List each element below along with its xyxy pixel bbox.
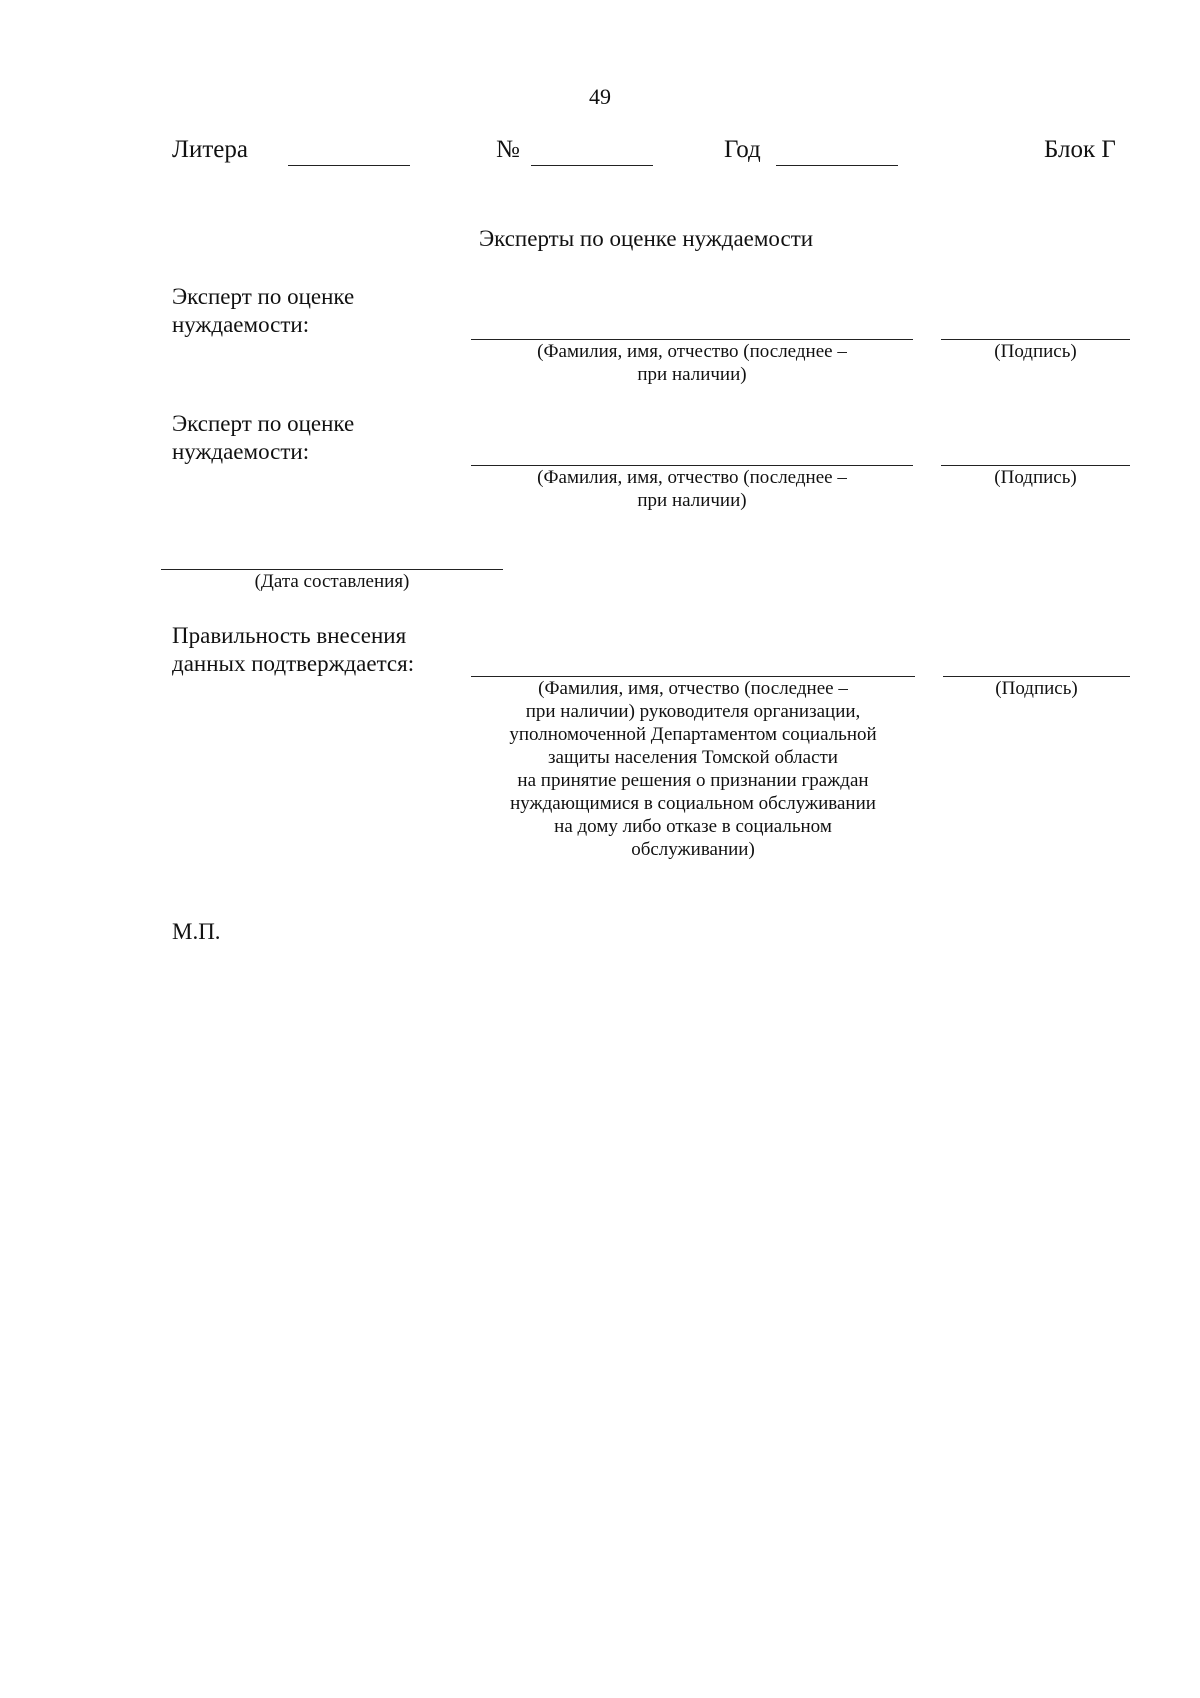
- expert-2-role-line2: нуждаемости:: [172, 439, 310, 464]
- expert-1-name-caption-line2: при наличии): [637, 364, 747, 385]
- expert-2-role: [172, 410, 472, 466]
- confirmation-label-line1: Правильность внесения: [172, 623, 407, 648]
- confirmation-label: [172, 622, 472, 678]
- expert-2-name-caption: [471, 466, 913, 512]
- year-label: Год: [724, 136, 761, 163]
- confirmation-caption-line: обслуживании): [631, 839, 755, 860]
- litera-label: Литера: [172, 136, 248, 163]
- expert-1-role-line2: нуждаемости:: [172, 312, 310, 337]
- number-label: №: [496, 136, 520, 163]
- confirmation-name-caption: [471, 677, 915, 861]
- expert-1-name-caption: [471, 340, 913, 386]
- confirmation-signature-caption: (Подпись): [995, 678, 1078, 699]
- expert-1-name-caption-line1: (Фамилия, имя, отчество (последнее –: [537, 341, 847, 362]
- expert-1-signature-caption: (Подпись): [994, 341, 1077, 362]
- expert-2-signature-caption: (Подпись): [994, 467, 1077, 488]
- expert-1-role: [172, 283, 472, 339]
- confirmation-caption-line: при наличии) руководителя организации,: [525, 701, 861, 722]
- expert-2-role-line1: Эксперт по оценке: [172, 411, 355, 436]
- page-number: 49: [589, 84, 611, 109]
- confirmation-caption-line: (Фамилия, имя, отчество (последнее –: [538, 678, 848, 699]
- confirmation-label-line2: данных подтверждается:: [172, 651, 415, 676]
- expert-2-name-caption-line1: (Фамилия, имя, отчество (последнее –: [537, 467, 847, 488]
- expert-1-role-line1: Эксперт по оценке: [172, 284, 355, 309]
- confirmation-caption-line: на дому либо отказе в социальном: [554, 816, 832, 837]
- number-field-line: [531, 165, 653, 166]
- confirmation-caption-line: нуждающимися в социальном обслуживании: [510, 793, 876, 814]
- year-field-line: [776, 165, 898, 166]
- litera-field-line: [288, 165, 410, 166]
- section-title: Эксперты по оценке нуждаемости: [478, 226, 814, 251]
- block-label: Блок Г: [1044, 136, 1116, 163]
- confirmation-caption-line: на принятие решения о признании граждан: [517, 770, 869, 791]
- expert-2-name-caption-line2: при наличии): [637, 490, 747, 511]
- confirmation-caption-line: уполномоченной Департаментом социальной: [509, 724, 877, 745]
- date-caption: (Дата составления): [254, 571, 410, 592]
- confirmation-caption-line: защиты населения Томской области: [548, 747, 838, 768]
- stamp-label: М.П.: [172, 919, 221, 944]
